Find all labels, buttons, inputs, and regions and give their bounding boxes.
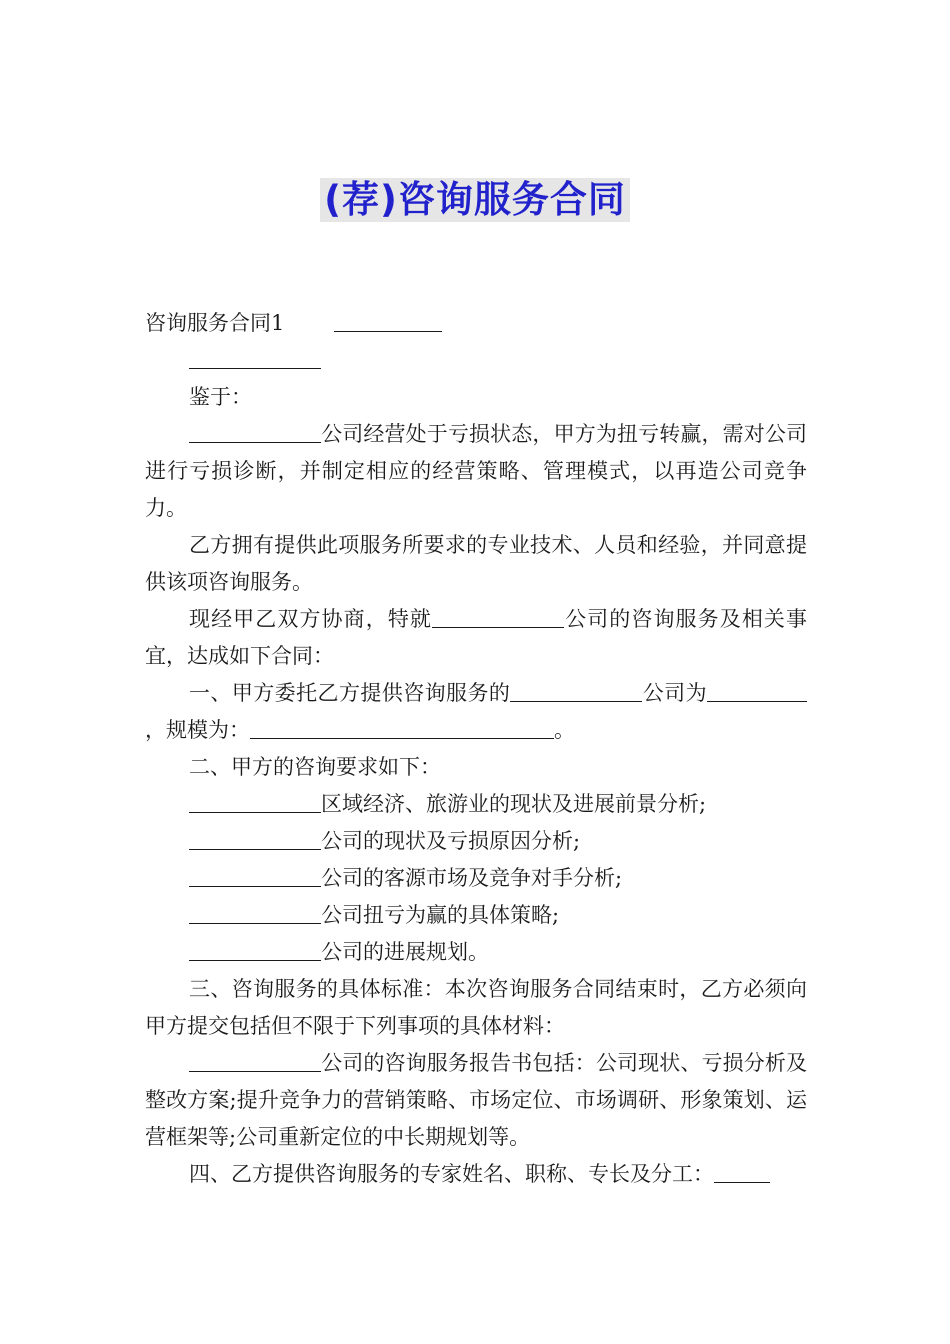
blank-field	[714, 1182, 770, 1183]
section-2-item	[145, 823, 807, 860]
blank-field	[785, 701, 807, 702]
section-4	[145, 1156, 807, 1193]
section-1-text-b: 公司为	[642, 681, 708, 705]
section-1-text-a: 一、甲方委托乙方提供咨询服务的	[189, 681, 511, 705]
blank-field	[334, 331, 442, 332]
section-2-item-text: 公司的现状及亏损原因分析;	[321, 829, 581, 853]
blank-field	[189, 368, 321, 369]
blank-field	[189, 1071, 321, 1072]
section-2-item	[145, 860, 807, 897]
section-1-text-c: ，规模为：	[145, 718, 250, 742]
heading-line	[145, 305, 807, 342]
blank-field	[189, 923, 321, 924]
section-1-text-d: 。	[554, 718, 575, 742]
section-2-item	[145, 934, 807, 971]
section-2-item-text: 公司的进展规划。	[321, 940, 489, 964]
title-wrap	[0, 178, 950, 222]
section-2-item-text: 公司扭亏为赢的具体策略;	[321, 903, 560, 927]
section-2-item-text: 区域经济、旅游业的现状及进展前景分析;	[321, 792, 707, 816]
contract-heading: 咨询服务合同1	[145, 311, 285, 335]
blank-field	[189, 812, 321, 813]
intro-paragraph: 鉴于：	[189, 385, 252, 409]
section-3-item-text: 公司的咨询服务报告书包括：公司现状、亏损分析及整改方案;提升竞争力的营销策略、市场定位、市场调研、形象策划、运营框架等;公司重新定位的中长期规划等。	[145, 1051, 807, 1149]
section-2-item-text: 公司的客源市场及竞争对手分析;	[321, 866, 623, 890]
paragraph-1	[145, 416, 807, 527]
blank-field	[189, 442, 321, 443]
section-4-text: 四、乙方提供咨询服务的专家姓名、职称、专长及分工：	[189, 1162, 714, 1186]
blank-field	[250, 738, 554, 739]
blank-field	[510, 701, 642, 702]
blank-line	[145, 342, 807, 379]
blank-field	[189, 886, 321, 887]
blank-field	[189, 960, 321, 961]
section-2-item	[145, 786, 807, 823]
section-2-item	[145, 897, 807, 934]
blank-field	[707, 701, 785, 702]
paragraph-3-text-a: 现经甲乙双方协商，特就	[189, 607, 432, 631]
section-3: 三、咨询服务的具体标准：本次咨询服务合同结束时，乙方必须向甲方提交包括但不限于下列事项的具体材料：	[145, 977, 807, 1038]
blank-field	[432, 627, 564, 628]
paragraph-3-text-b: 公司的咨询服务及相关事宜，达成如下合同：	[145, 607, 807, 668]
section-2-heading: 二、甲方的咨询要求如下：	[189, 755, 441, 779]
document-body	[145, 305, 807, 1193]
paragraph-2: 乙方拥有提供此项服务所要求的专业技术、人员和经验，并同意提供该项咨询服务。	[145, 533, 807, 594]
blank-field	[189, 849, 321, 850]
section-3-item	[145, 1045, 807, 1156]
section-1	[145, 675, 807, 749]
paragraph-3	[145, 601, 807, 675]
paragraph-1-text: 公司经营处于亏损状态，甲方为扭亏转赢，需对公司进行亏损诊断，并制定相应的经营策略、管理模式，以再造公司竞争力。	[145, 422, 807, 520]
document-title: (荐)咨询服务合同	[320, 178, 630, 222]
